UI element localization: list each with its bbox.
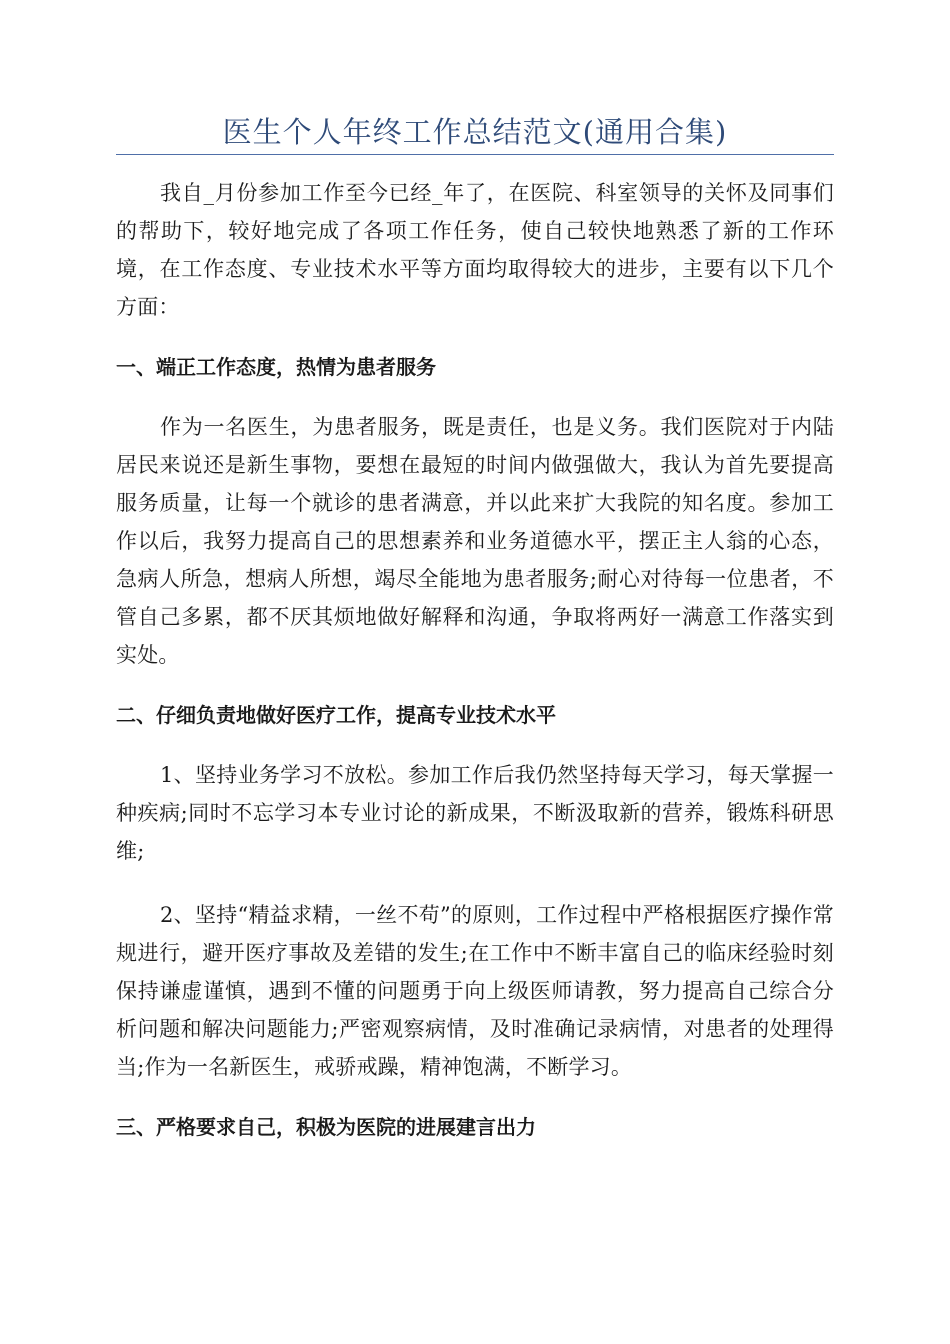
section-3-heading: 三、严格要求自己，积极为医院的进展建言出力 (116, 1115, 536, 1139)
section-2-paragraph-2: 2、坚持“精益求精，一丝不苟”的原则，工作过程中严格根据医疗操作常规进行，避开医疗事故及差错的发生;在工作中不断丰富自己的临床经验时刻保持谦虚谨慎，遇到不懂的问题勇于向上级医师请教，努力提高自己综合分析问题和解决问题能力;严密观察病情，及时准确记录病情，对患者的处理得当;作为一名新医生，戒骄戒躁，精神饱满，不断学习。 (116, 903, 834, 1079)
section-2-paragraph-1: 1、坚持业务学习不放松。参加工作后我仍然坚持每天学习，每天掌握一种疾病;同时不忘学习本专业讨论的新成果，不断汲取新的营养，锻炼科研思维; (116, 763, 834, 863)
section-1-paragraph-1: 作为一名医生，为患者服务，既是责任，也是义务。我们医院对于内陆居民来说还是新生事物，要想在最短的时间内做强做大，我认为首先要提高服务质量，让每一个就诊的患者满意，并以此来扩大我院的知名度。参加工作以后，我努力提高自己的思想素养和业务道德水平，摆正主人翁的心态，急病人所急，想病人所想，竭尽全能地为患者服务;耐心对待每一位患者，不管自己多累，都不厌其烦地做好解释和沟通，争取将两好一满意工作落实到实处。 (116, 415, 834, 667)
section-1-heading: 一、端正工作态度，热情为患者服务 (116, 355, 436, 379)
document-title: 医生个人年终工作总结范文(通用合集) (222, 115, 728, 149)
section-2-heading: 二、仔细负责地做好医疗工作，提高专业技术水平 (116, 703, 556, 727)
title-underline (116, 154, 834, 155)
intro-paragraph: 我自_月份参加工作至今已经_年了，在医院、科室领导的关怀及同事们的帮助下，较好地完成了各项工作任务，使自己较快地熟悉了新的工作环境，在工作态度、专业技术水平等方面均取得较大的进步，主要有以下几个方面： (116, 181, 834, 319)
document-body (116, 174, 834, 1168)
